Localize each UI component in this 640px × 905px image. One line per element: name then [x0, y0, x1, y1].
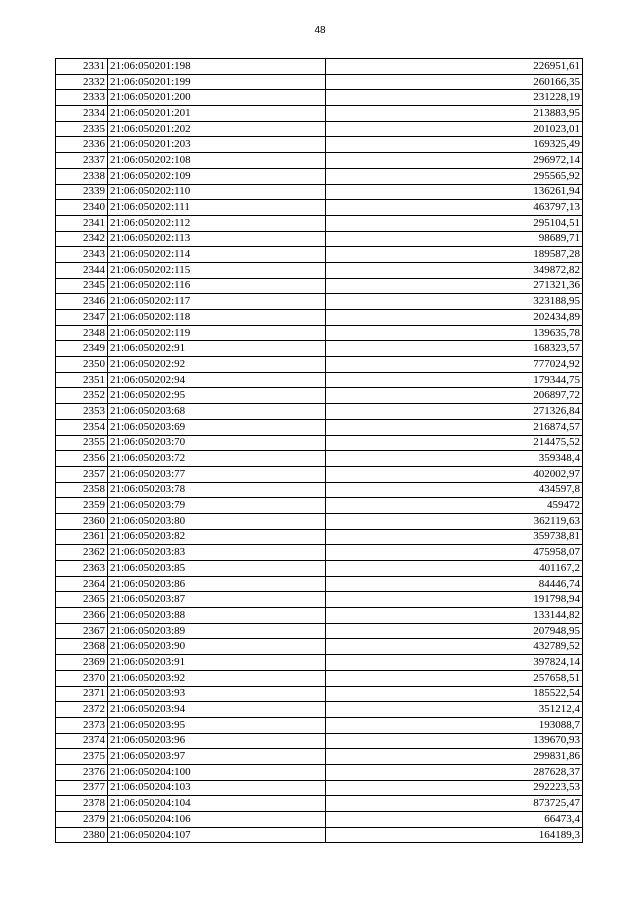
table-row: [56, 74, 583, 90]
cadastral-number-cell: 21:06:050203:69: [108, 419, 326, 435]
table-row: [56, 357, 583, 373]
cadastral-number-cell: 21:06:050202:109: [108, 168, 326, 184]
cadastral-number-cell: 21:06:050203:70: [108, 435, 326, 451]
row-number-cell: 2363: [56, 561, 108, 577]
value-cell: 201023,01: [326, 121, 583, 137]
value-cell: 463797,13: [326, 200, 583, 216]
table-row: [56, 717, 583, 733]
cadastral-number-cell: 21:06:050204:107: [108, 827, 326, 843]
cadastral-number-cell: 21:06:050201:203: [108, 137, 326, 153]
row-number-cell: 2345: [56, 278, 108, 294]
value-cell: 216874,57: [326, 419, 583, 435]
table-row: [56, 310, 583, 326]
value-cell: 185522,54: [326, 686, 583, 702]
table-row: [56, 59, 583, 75]
value-cell: 179344,75: [326, 372, 583, 388]
cadastral-number-cell: 21:06:050202:95: [108, 388, 326, 404]
value-cell: 777024,92: [326, 357, 583, 373]
value-cell: 362119,63: [326, 513, 583, 529]
row-number-cell: 2370: [56, 670, 108, 686]
value-cell: 189587,28: [326, 247, 583, 263]
value-cell: 359738,81: [326, 529, 583, 545]
value-cell: 202434,89: [326, 310, 583, 326]
table-row: [56, 168, 583, 184]
cadastral-number-cell: 21:06:050204:104: [108, 796, 326, 812]
row-number-cell: 2334: [56, 106, 108, 122]
table-row: [56, 513, 583, 529]
row-number-cell: 2357: [56, 466, 108, 482]
cadastral-number-cell: 21:06:050202:108: [108, 153, 326, 169]
cadastral-number-cell: 21:06:050202:115: [108, 262, 326, 278]
cadastral-number-cell: 21:06:050203:85: [108, 561, 326, 577]
data-table: [55, 58, 583, 843]
table-row: [56, 404, 583, 420]
value-cell: 226951,61: [326, 59, 583, 75]
row-number-cell: 2354: [56, 419, 108, 435]
row-number-cell: 2364: [56, 576, 108, 592]
cadastral-number-cell: 21:06:050202:112: [108, 215, 326, 231]
row-number-cell: 2362: [56, 545, 108, 561]
value-cell: 299831,86: [326, 749, 583, 765]
value-cell: 207948,95: [326, 623, 583, 639]
value-cell: 349872,82: [326, 262, 583, 278]
table-row: [56, 670, 583, 686]
table-row: [56, 200, 583, 216]
cadastral-number-cell: 21:06:050201:201: [108, 106, 326, 122]
row-number-cell: 2346: [56, 294, 108, 310]
table-row: [56, 498, 583, 514]
cadastral-number-cell: 21:06:050203:90: [108, 639, 326, 655]
row-number-cell: 2348: [56, 325, 108, 341]
table-row: [56, 764, 583, 780]
value-cell: 214475,52: [326, 435, 583, 451]
table-row: [56, 435, 583, 451]
cadastral-number-cell: 21:06:050203:97: [108, 749, 326, 765]
row-number-cell: 2338: [56, 168, 108, 184]
cadastral-number-cell: 21:06:050203:82: [108, 529, 326, 545]
table-row: [56, 153, 583, 169]
row-number-cell: 2336: [56, 137, 108, 153]
value-cell: 292223,53: [326, 780, 583, 796]
value-cell: 191798,94: [326, 592, 583, 608]
row-number-cell: 2377: [56, 780, 108, 796]
value-cell: 397824,14: [326, 655, 583, 671]
cadastral-number-cell: 21:06:050201:202: [108, 121, 326, 137]
cadastral-number-cell: 21:06:050203:72: [108, 451, 326, 467]
value-cell: 296972,14: [326, 153, 583, 169]
value-cell: 168323,57: [326, 341, 583, 357]
value-cell: 459472: [326, 498, 583, 514]
table-row: [56, 780, 583, 796]
table-row: [56, 451, 583, 467]
value-cell: 231228,19: [326, 90, 583, 106]
table-row: [56, 262, 583, 278]
cadastral-number-cell: 21:06:050203:68: [108, 404, 326, 420]
value-cell: 271321,36: [326, 278, 583, 294]
value-cell: 359348,4: [326, 451, 583, 467]
table-row: [56, 702, 583, 718]
cadastral-number-cell: 21:06:050203:92: [108, 670, 326, 686]
table-row: [56, 372, 583, 388]
table-row: [56, 623, 583, 639]
row-number-cell: 2353: [56, 404, 108, 420]
table-row: [56, 247, 583, 263]
cadastral-number-cell: 21:06:050203:94: [108, 702, 326, 718]
table-row: [56, 325, 583, 341]
cadastral-number-cell: 21:06:050202:92: [108, 357, 326, 373]
row-number-cell: 2365: [56, 592, 108, 608]
row-number-cell: 2379: [56, 812, 108, 828]
page-number: 48: [314, 25, 326, 36]
value-cell: 323188,95: [326, 294, 583, 310]
table-row: [56, 827, 583, 843]
value-cell: 84446,74: [326, 576, 583, 592]
cadastral-number-cell: 21:06:050201:199: [108, 74, 326, 90]
cadastral-number-cell: 21:06:050202:119: [108, 325, 326, 341]
table-row: [56, 137, 583, 153]
value-cell: 133144,82: [326, 608, 583, 624]
table-row: [56, 639, 583, 655]
value-cell: 295565,92: [326, 168, 583, 184]
value-cell: 434597,8: [326, 482, 583, 498]
row-number-cell: 2347: [56, 310, 108, 326]
value-cell: 98689,71: [326, 231, 583, 247]
table-row: [56, 215, 583, 231]
cadastral-number-cell: 21:06:050202:111: [108, 200, 326, 216]
row-number-cell: 2369: [56, 655, 108, 671]
cadastral-number-cell: 21:06:050202:116: [108, 278, 326, 294]
table-body: [56, 59, 583, 843]
value-cell: 257658,51: [326, 670, 583, 686]
cadastral-number-cell: 21:06:050203:89: [108, 623, 326, 639]
cadastral-number-cell: 21:06:050203:86: [108, 576, 326, 592]
row-number-cell: 2351: [56, 372, 108, 388]
row-number-cell: 2349: [56, 341, 108, 357]
row-number-cell: 2341: [56, 215, 108, 231]
row-number-cell: 2376: [56, 764, 108, 780]
table-row: [56, 294, 583, 310]
cadastral-number-cell: 21:06:050201:198: [108, 59, 326, 75]
row-number-cell: 2339: [56, 184, 108, 200]
value-cell: 139670,93: [326, 733, 583, 749]
row-number-cell: 2342: [56, 231, 108, 247]
table-row: [56, 341, 583, 357]
value-cell: 136261,94: [326, 184, 583, 200]
cadastral-number-cell: 21:06:050203:96: [108, 733, 326, 749]
table-row: [56, 388, 583, 404]
row-number-cell: 2367: [56, 623, 108, 639]
row-number-cell: 2356: [56, 451, 108, 467]
value-cell: 213883,95: [326, 106, 583, 122]
cadastral-number-cell: 21:06:050203:83: [108, 545, 326, 561]
row-number-cell: 2355: [56, 435, 108, 451]
value-cell: 139635,78: [326, 325, 583, 341]
row-number-cell: 2352: [56, 388, 108, 404]
value-cell: 287628,37: [326, 764, 583, 780]
value-cell: 402002,97: [326, 466, 583, 482]
row-number-cell: 2350: [56, 357, 108, 373]
value-cell: 295104,51: [326, 215, 583, 231]
row-number-cell: 2333: [56, 90, 108, 106]
table-row: [56, 466, 583, 482]
table-row: [56, 812, 583, 828]
cadastral-number-cell: 21:06:050202:94: [108, 372, 326, 388]
cadastral-number-cell: 21:06:050203:78: [108, 482, 326, 498]
row-number-cell: 2331: [56, 59, 108, 75]
table-row: [56, 561, 583, 577]
table-row: [56, 231, 583, 247]
row-number-cell: 2368: [56, 639, 108, 655]
cadastral-number-cell: 21:06:050203:95: [108, 717, 326, 733]
cadastral-number-cell: 21:06:050202:118: [108, 310, 326, 326]
value-cell: 66473,4: [326, 812, 583, 828]
row-number-cell: 2343: [56, 247, 108, 263]
value-cell: 271326,84: [326, 404, 583, 420]
row-number-cell: 2373: [56, 717, 108, 733]
value-cell: 401167,2: [326, 561, 583, 577]
table-row: [56, 733, 583, 749]
row-number-cell: 2372: [56, 702, 108, 718]
cadastral-number-cell: 21:06:050204:106: [108, 812, 326, 828]
row-number-cell: 2332: [56, 74, 108, 90]
value-cell: 206897,72: [326, 388, 583, 404]
row-number-cell: 2380: [56, 827, 108, 843]
cadastral-number-cell: 21:06:050204:100: [108, 764, 326, 780]
value-cell: 432789,52: [326, 639, 583, 655]
row-number-cell: 2378: [56, 796, 108, 812]
cadastral-number-cell: 21:06:050203:77: [108, 466, 326, 482]
table-row: [56, 278, 583, 294]
cadastral-number-cell: 21:06:050202:114: [108, 247, 326, 263]
table-row: [56, 529, 583, 545]
table-row: [56, 576, 583, 592]
cadastral-number-cell: 21:06:050203:93: [108, 686, 326, 702]
value-cell: 260166,35: [326, 74, 583, 90]
cadastral-number-cell: 21:06:050203:80: [108, 513, 326, 529]
table-row: [56, 749, 583, 765]
table-row: [56, 184, 583, 200]
cadastral-number-cell: 21:06:050203:88: [108, 608, 326, 624]
value-cell: 164189,3: [326, 827, 583, 843]
cadastral-number-cell: 21:06:050204:103: [108, 780, 326, 796]
cadastral-number-cell: 21:06:050203:79: [108, 498, 326, 514]
cadastral-number-cell: 21:06:050203:87: [108, 592, 326, 608]
table-row: [56, 796, 583, 812]
value-cell: 873725,47: [326, 796, 583, 812]
row-number-cell: 2371: [56, 686, 108, 702]
table-row: [56, 545, 583, 561]
row-number-cell: 2360: [56, 513, 108, 529]
cadastral-number-cell: 21:06:050203:91: [108, 655, 326, 671]
row-number-cell: 2366: [56, 608, 108, 624]
table-row: [56, 592, 583, 608]
table-row: [56, 419, 583, 435]
row-number-cell: 2374: [56, 733, 108, 749]
table-row: [56, 686, 583, 702]
table-row: [56, 106, 583, 122]
table-row: [56, 482, 583, 498]
cadastral-number-cell: 21:06:050202:113: [108, 231, 326, 247]
row-number-cell: 2337: [56, 153, 108, 169]
table-row: [56, 90, 583, 106]
cadastral-number-cell: 21:06:050201:200: [108, 90, 326, 106]
cadastral-number-cell: 21:06:050202:110: [108, 184, 326, 200]
value-cell: 475958,07: [326, 545, 583, 561]
table-row: [56, 121, 583, 137]
table-row: [56, 655, 583, 671]
cadastral-number-cell: 21:06:050202:91: [108, 341, 326, 357]
row-number-cell: 2335: [56, 121, 108, 137]
row-number-cell: 2375: [56, 749, 108, 765]
value-cell: 193088,7: [326, 717, 583, 733]
row-number-cell: 2359: [56, 498, 108, 514]
value-cell: 351212,4: [326, 702, 583, 718]
row-number-cell: 2358: [56, 482, 108, 498]
row-number-cell: 2340: [56, 200, 108, 216]
table-row: [56, 608, 583, 624]
row-number-cell: 2361: [56, 529, 108, 545]
value-cell: 169325,49: [326, 137, 583, 153]
row-number-cell: 2344: [56, 262, 108, 278]
cadastral-number-cell: 21:06:050202:117: [108, 294, 326, 310]
